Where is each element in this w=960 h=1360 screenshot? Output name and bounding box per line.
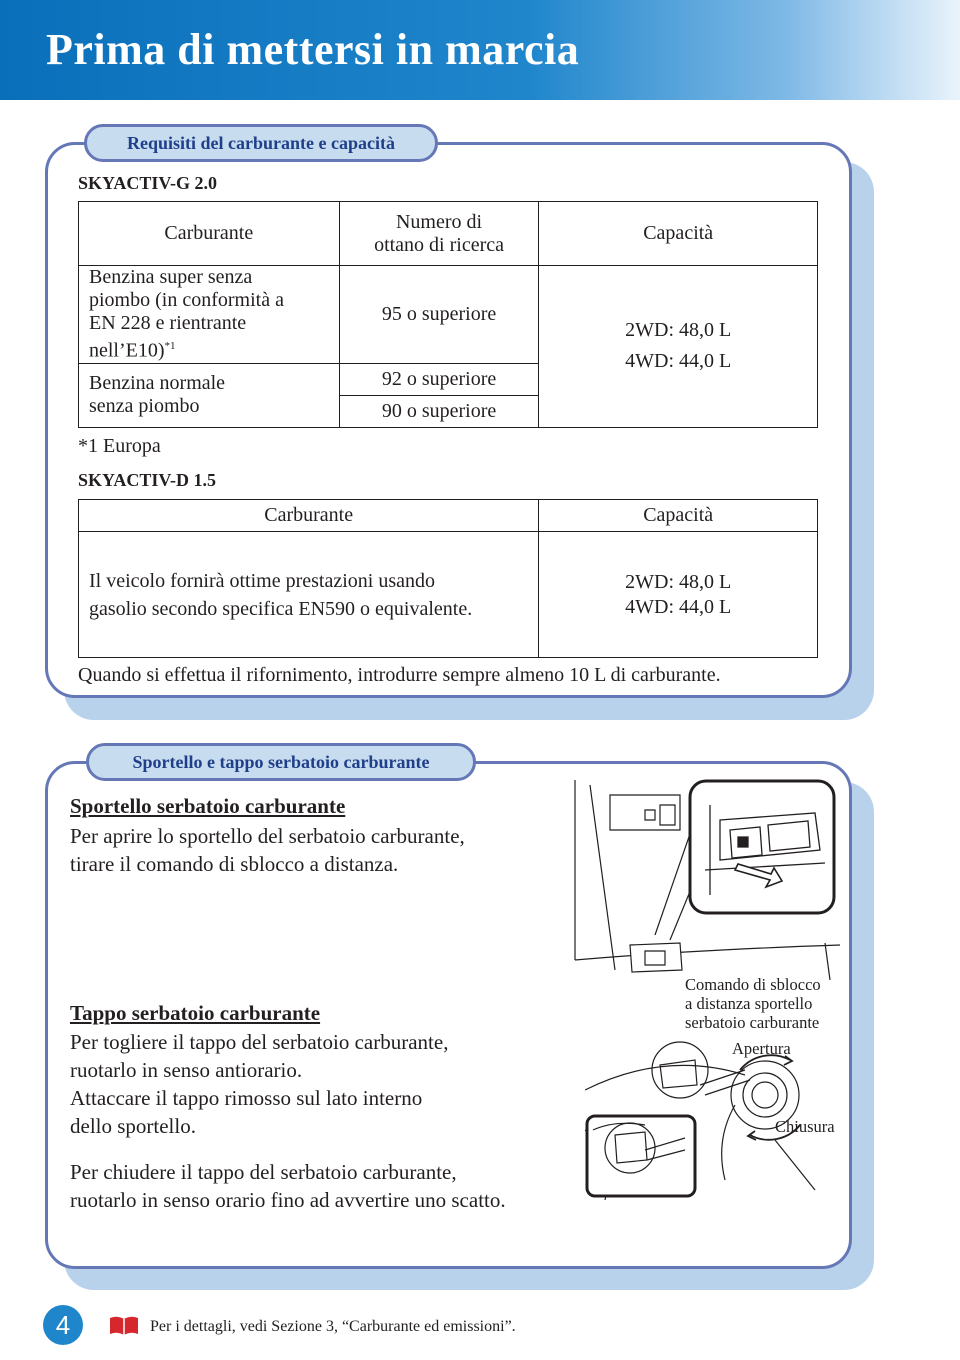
page-header	[0, 0, 960, 100]
cell-fuel-normal: Benzina normale senza piombo	[79, 363, 340, 427]
header-fuel: Carburante	[79, 202, 340, 266]
fuel-door-release-illustration	[570, 775, 845, 980]
label-open: Apertura	[732, 1039, 791, 1058]
fuel-table-skyactiv-g	[78, 201, 818, 428]
header-octane: Numero di ottano di ricerca	[339, 202, 539, 266]
cell-capacity-d: 2WD: 48,0 L 4WD: 44,0 L	[539, 532, 818, 658]
page-number: 4	[43, 1305, 83, 1345]
cap-text: Per togliere il tappo del serbatoio carburante, ruotarlo in senso antiorario. Attaccare il tappo rimosso sul lato interno dello sportello.	[70, 1030, 449, 1138]
cell-octane-90: 90 o superiore	[339, 395, 539, 427]
footer-reference: Per i dettagli, vedi Sezione 3, “Carburante ed emissioni”.	[150, 1318, 516, 1335]
cell-capacity-g: 2WD: 48,0 L 4WD: 44,0 L	[539, 266, 818, 428]
header-capacity-d: Capacità	[539, 500, 818, 532]
fuel-cap-illustration	[585, 1030, 845, 1200]
door-title: Sportello serbatoio carburante	[70, 794, 346, 818]
footnote: *1 Europa	[78, 435, 161, 457]
cap-title: Tappo serbatoio carburante	[70, 1001, 321, 1025]
header-capacity: Capacità	[539, 202, 818, 266]
fuel-table-skyactiv-d	[78, 499, 818, 658]
engine-label-d: SKYACTIV-D 1.5	[78, 470, 217, 490]
refuel-note: Quando si effettua il rifornimento, introdurre sempre almeno 10 L di carburante.	[78, 664, 721, 686]
label-release-lever: Comando di sblocco a distanza sportello serbatoio carburante	[685, 975, 821, 1032]
cell-fuel-super: Benzina super senza piombo (in conformità a EN 228 e rientrante nell’E10)$^{*1}$	[79, 266, 340, 364]
cell-fuel-diesel: Il veicolo fornirà ottime prestazioni usando gasolio secondo specifica EN590 o equivalente.	[79, 532, 539, 658]
cell-octane-92: 92 o superiore	[339, 363, 539, 395]
engine-label-g: SKYACTIV-G 2.0	[78, 173, 218, 193]
header-fuel-d: Carburante	[79, 500, 539, 532]
page-title: Prima di mettersi in marcia	[46, 25, 580, 74]
section-fuel-door-tag: Sportello e tappo serbatoio carburante	[86, 743, 476, 781]
label-close: Chiusura	[775, 1117, 835, 1136]
book-icon	[108, 1314, 140, 1336]
section-fuel-requirements-tag: Requisiti del carburante e capacità	[84, 124, 438, 162]
door-text: Per aprire lo sportello del serbatoio carburante, tirare il comando di sblocco a distanza.	[70, 824, 465, 876]
cell-octane-95: 95 o superiore	[339, 266, 539, 364]
close-text: Per chiudere il tappo del serbatoio carburante, ruotarlo in senso orario fino ad avvertire uno scatto.	[70, 1160, 506, 1212]
footnote-ref: *1	[164, 340, 176, 352]
